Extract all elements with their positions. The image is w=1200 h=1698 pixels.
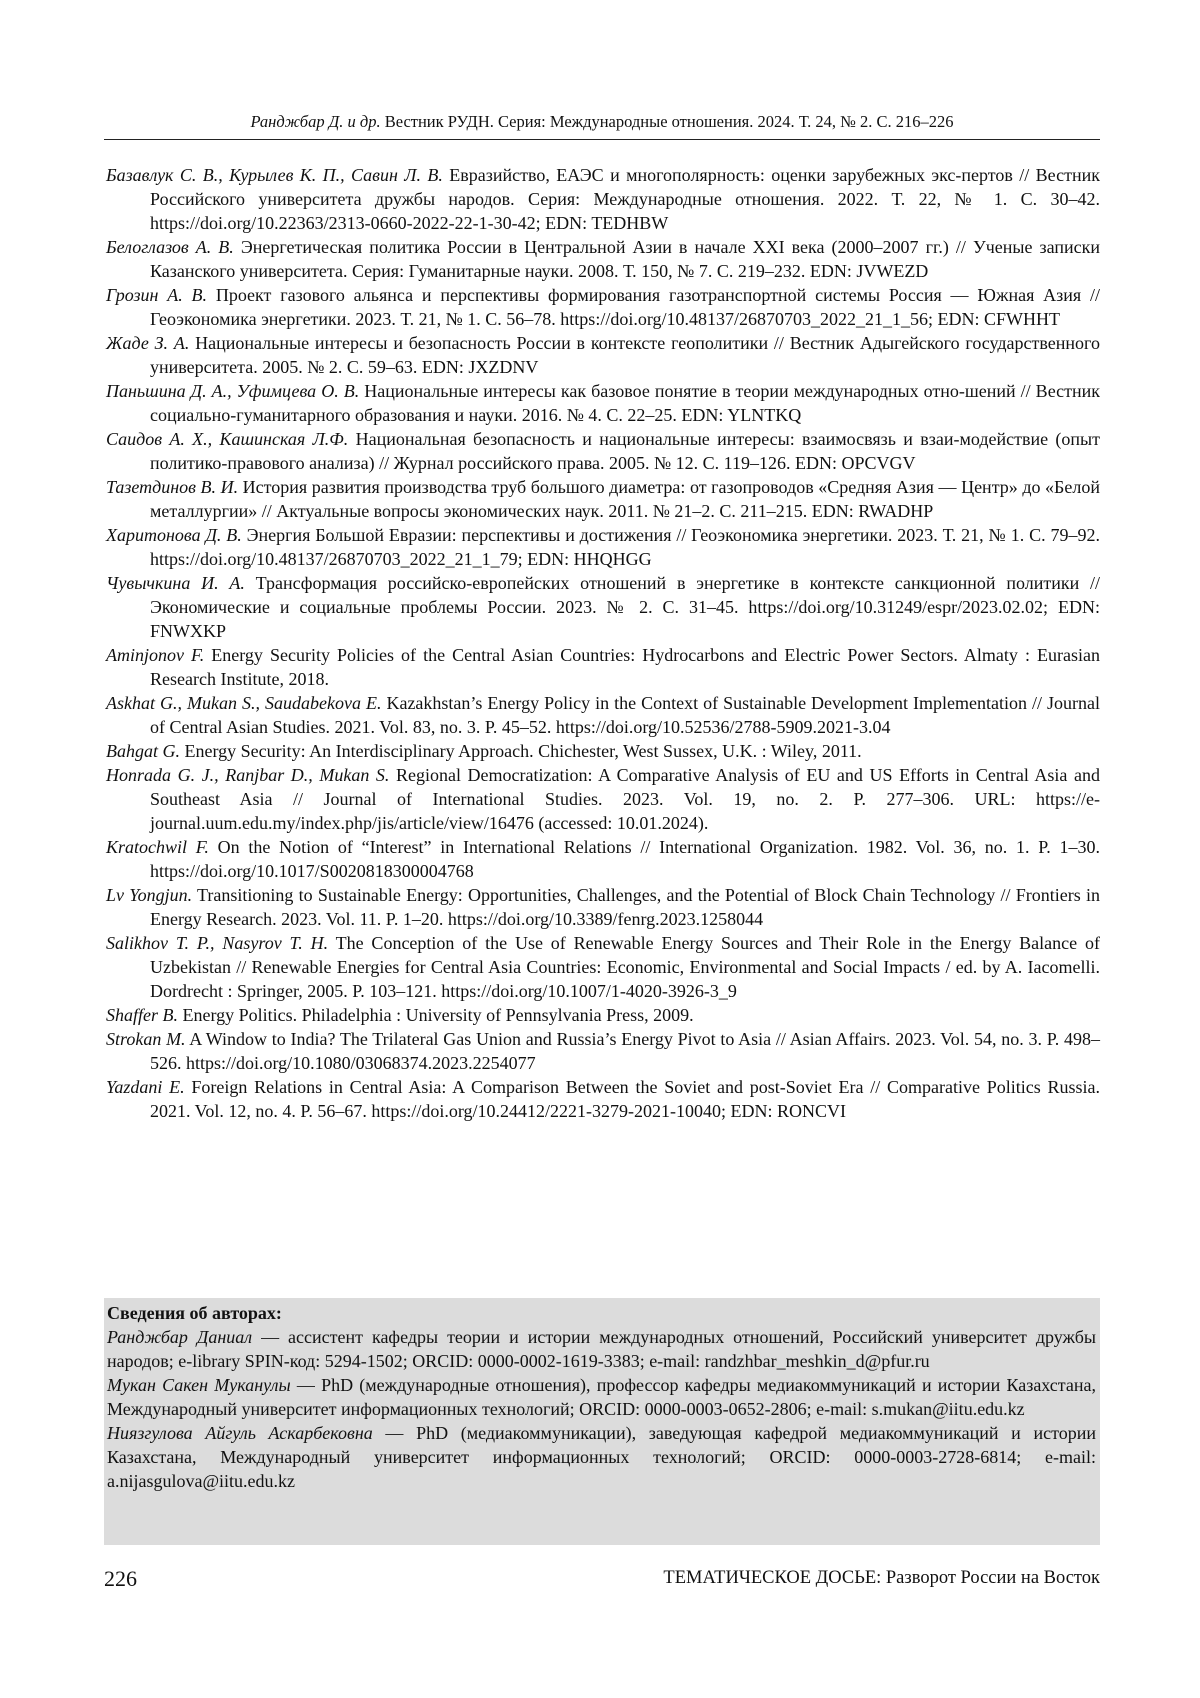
reference-authors: Salikhov T. P., Nasyrov T. H. bbox=[106, 933, 328, 953]
reference-item bbox=[106, 427, 1100, 475]
running-header-authors: Ранджбар Д. и др. bbox=[250, 112, 380, 131]
reference-authors: Honrada G. J., Ranjbar D., Mukan S. bbox=[106, 765, 389, 785]
reference-text: Трансформация российско-европейских отношений в энергетике в контексте санкционной политики // Экономические и социальные проблемы России. 2023. № 2. С. 31–45. https://doi.org/10.31249/espr/2023.02.02; EDN: FNWXKP bbox=[150, 573, 1100, 641]
reference-authors: Shaffer B. bbox=[106, 1005, 178, 1025]
reference-text: Transitioning to Sustainable Energy: Opportunities, Challenges, and the Potential of Block Chain Technology // Frontiers in Energy Research. 2023. Vol. 11. P. 1–20. https://doi.org/10.3389/fenrg.2023.1258044 bbox=[150, 885, 1100, 929]
reference-text: Energy Politics. Philadelphia : University of Pennsylvania Press, 2009. bbox=[178, 1005, 694, 1025]
reference-item bbox=[106, 331, 1100, 379]
reference-text: On the Notion of “Interest” in International Relations // International Organization. 1982. Vol. 36, no. 1. P. 1–30. https://doi.org/10.1017/S0020818300004768 bbox=[150, 837, 1100, 881]
reference-item bbox=[106, 643, 1100, 691]
reference-item bbox=[106, 235, 1100, 283]
reference-authors: Yazdani E. bbox=[106, 1077, 185, 1097]
author-details: — PhD (международные отношения), профессор кафедры медиакоммуникаций и истории Казахстана, Международный университет информационных технологий; ORCID: 0000-0003-0652-2806; e-mail: s.mukan@iitu.edu.kz bbox=[107, 1375, 1096, 1419]
reference-authors: Саидов А. Х., Кашинская Л.Ф. bbox=[106, 429, 348, 449]
reference-text: Энергетическая политика России в Центральной Азии в начале XXI века (2000–2007 гг.) // Ученые записки Казанского университета. Серия: Гуманитарные науки. 2008. Т. 150, № 7. С. 219–232. EDN: JVWEZD bbox=[150, 237, 1100, 281]
reference-item bbox=[106, 835, 1100, 883]
reference-list bbox=[106, 163, 1100, 1123]
reference-authors: Базавлук С. В., Курылев К. П., Савин Л. В. bbox=[106, 165, 443, 185]
reference-text: Energy Security Policies of the Central Asian Countries: Hydrocarbons and Electric Power Sectors. Almaty : Eurasian Research Institute, 2018. bbox=[150, 645, 1100, 689]
reference-text: The Conception of the Use of Renewable Energy Sources and Their Role in the Energy Balance of Uzbekistan // Renewable Energies for Central Asia Countries: Economic, Environmental and Social Impacts / ed. by A. Iacomelli. Dordrecht : Springer, 2005. P. 103–121. https://doi.org/10.1007/1-4020-3926-3_9 bbox=[150, 933, 1100, 1001]
reference-item bbox=[106, 931, 1100, 1003]
reference-item bbox=[106, 379, 1100, 427]
author-name: Ранджбар Даниал bbox=[107, 1327, 252, 1347]
reference-text: Проект газового альянса и перспективы формирования газотранспортной системы Россия — Южная Азия // Геоэкономика энергетики. 2023. Т. 21, № 1. С. 56–78. https://doi.org/10.48137/26870703_2022_21_1_56; EDN: CFWHHT bbox=[150, 285, 1100, 329]
author-details: — ассистент кафедры теории и истории международных отношений, Российский университет дружбы народов; e-library SPIN-код: 5294-1502; ORCID: 0000-0002-1619-3383; e-mail: randzhbar_meshkin_d@pfur.ru bbox=[107, 1327, 1096, 1371]
reference-authors: Белоглазов А. В. bbox=[106, 237, 234, 257]
reference-text: Национальные интересы как базовое понятие в теории международных отно-шений // Вестник социально-гуманитарного образования и науки. 2016. № 4. С. 22–25. EDN: YLNTKQ bbox=[150, 381, 1100, 425]
reference-authors: Strokan M. bbox=[106, 1029, 186, 1049]
about-authors-box bbox=[104, 1298, 1100, 1545]
reference-item bbox=[106, 523, 1100, 571]
reference-authors: Чувычкина И. А. bbox=[106, 573, 245, 593]
reference-text: Foreign Relations in Central Asia: A Comparison Between the Soviet and post-Soviet Era // Comparative Politics Russia. 2021. Vol. 12, no. 4. P. 56–67. https://doi.org/10.24412/2221-3279-2021-10040; EDN: RONCVI bbox=[150, 1077, 1100, 1121]
reference-item bbox=[106, 1027, 1100, 1075]
reference-authors: Тазетдинов В. И. bbox=[106, 477, 238, 497]
reference-item bbox=[106, 1075, 1100, 1123]
reference-item bbox=[106, 883, 1100, 931]
running-header-journal: Вестник РУДН. Серия: Международные отношения. 2024. Т. 24, № 2. С. 216–226 bbox=[385, 112, 954, 131]
author-entry bbox=[107, 1421, 1096, 1493]
reference-text: Энергия Большой Евразии: перспективы и достижения // Геоэкономика энергетики. 2023. Т. 21, № 1. С. 79–92. https://doi.org/10.48137/26870703_2022_21_1_79; EDN: HHQHGG bbox=[150, 525, 1100, 569]
author-entry bbox=[107, 1325, 1096, 1373]
author-entry bbox=[107, 1373, 1096, 1421]
reference-item bbox=[106, 571, 1100, 643]
section-title: ТЕМАТИЧЕСКОЕ ДОСЬЕ: Разворот России на Восток bbox=[663, 1568, 1100, 1589]
reference-authors: Грозин А. В. bbox=[106, 285, 207, 305]
author-details: — PhD (медиакоммуникации), заведующая кафедрой медиакоммуникаций и истории Казахстана, Международный университет информационных технологий; ORCID: 0000-0003-2728-6814; e-mail: a.nijasgulova@iitu.edu.kz bbox=[107, 1423, 1096, 1491]
reference-item bbox=[106, 763, 1100, 835]
reference-item bbox=[106, 691, 1100, 739]
reference-item bbox=[106, 283, 1100, 331]
reference-item bbox=[106, 739, 1100, 763]
reference-authors: Lv Yongjun. bbox=[106, 885, 192, 905]
reference-text: Национальная безопасность и национальные интересы: взаимосвязь и взаи-модействие (опыт политико-правового анализа) // Журнал российского права. 2005. № 12. С. 119–126. EDN: OPCVGV bbox=[150, 429, 1100, 473]
reference-text: Regional Democratization: A Comparative Analysis of EU and US Efforts in Central Asia and Southeast Asia // Journal of International Studies. 2023. Vol. 19, no. 2. P. 277–306. URL: https://e-journal.uum.edu.my/index.php/jis/article/view/16476 (accessed: 10.01.2024). bbox=[150, 765, 1100, 833]
author-name: Ниязгулова Айгуль Аскарбековна bbox=[107, 1423, 373, 1443]
about-authors-title: Сведения об авторах: bbox=[107, 1301, 1096, 1325]
reference-text: История развития производства труб большого диаметра: от газопроводов «Средняя Азия — Центр» до «Белой металлургии» // Актуальные вопросы экономических наук. 2011. № 21–2. С. 211–215. EDN: RWADHP bbox=[150, 477, 1100, 521]
reference-authors: Kratochwil F. bbox=[106, 837, 209, 857]
reference-item bbox=[106, 475, 1100, 523]
reference-text: Kazakhstan’s Energy Policy in the Context of Sustainable Development Implementation // Journal of Central Asian Studies. 2021. Vol. 83, no. 3. P. 45–52. https://doi.org/10.52536/2788-5909.2021-3.04 bbox=[150, 693, 1100, 737]
reference-item bbox=[106, 1003, 1100, 1027]
author-name: Мукан Сакен Муканулы bbox=[107, 1375, 291, 1395]
reference-item bbox=[106, 163, 1100, 235]
reference-authors: Bahgat G. bbox=[106, 741, 180, 761]
reference-authors: Askhat G., Mukan S., Saudabekova E. bbox=[106, 693, 381, 713]
header-rule bbox=[104, 139, 1100, 140]
reference-authors: Паньшина Д. А., Уфимцева О. В. bbox=[106, 381, 359, 401]
reference-authors: Харитонова Д. В. bbox=[106, 525, 242, 545]
reference-text: Евразийство, ЕАЭС и многополярность: оценки зарубежных экс-пертов // Вестник Российского университета дружбы народов. Серия: Международные отношения. 2022. Т. 22, № 1. С. 30–42. https://doi.org/10.22363/2313-0660-2022-22-1-30-42; EDN: TEDHBW bbox=[150, 165, 1100, 233]
reference-text: Национальные интересы и безопасность России в контексте геополитики // Вестник Адыгейского государственного университета. 2005. № 2. С. 59–63. EDN: JXZDNV bbox=[150, 333, 1100, 377]
reference-text: Energy Security: An Interdisciplinary Approach. Chichester, West Sussex, U.K. : Wiley, 2011. bbox=[180, 741, 862, 761]
reference-authors: Жаде З. А. bbox=[106, 333, 189, 353]
reference-text: A Window to India? The Trilateral Gas Union and Russia’s Energy Pivot to Asia // Asian Affairs. 2023. Vol. 54, no. 3. P. 498–526. https://doi.org/10.1080/03068374.2023.2254077 bbox=[150, 1029, 1100, 1073]
reference-authors: Aminjonov F. bbox=[106, 645, 204, 665]
running-header bbox=[104, 112, 1100, 132]
page-number: 226 bbox=[104, 1566, 137, 1592]
